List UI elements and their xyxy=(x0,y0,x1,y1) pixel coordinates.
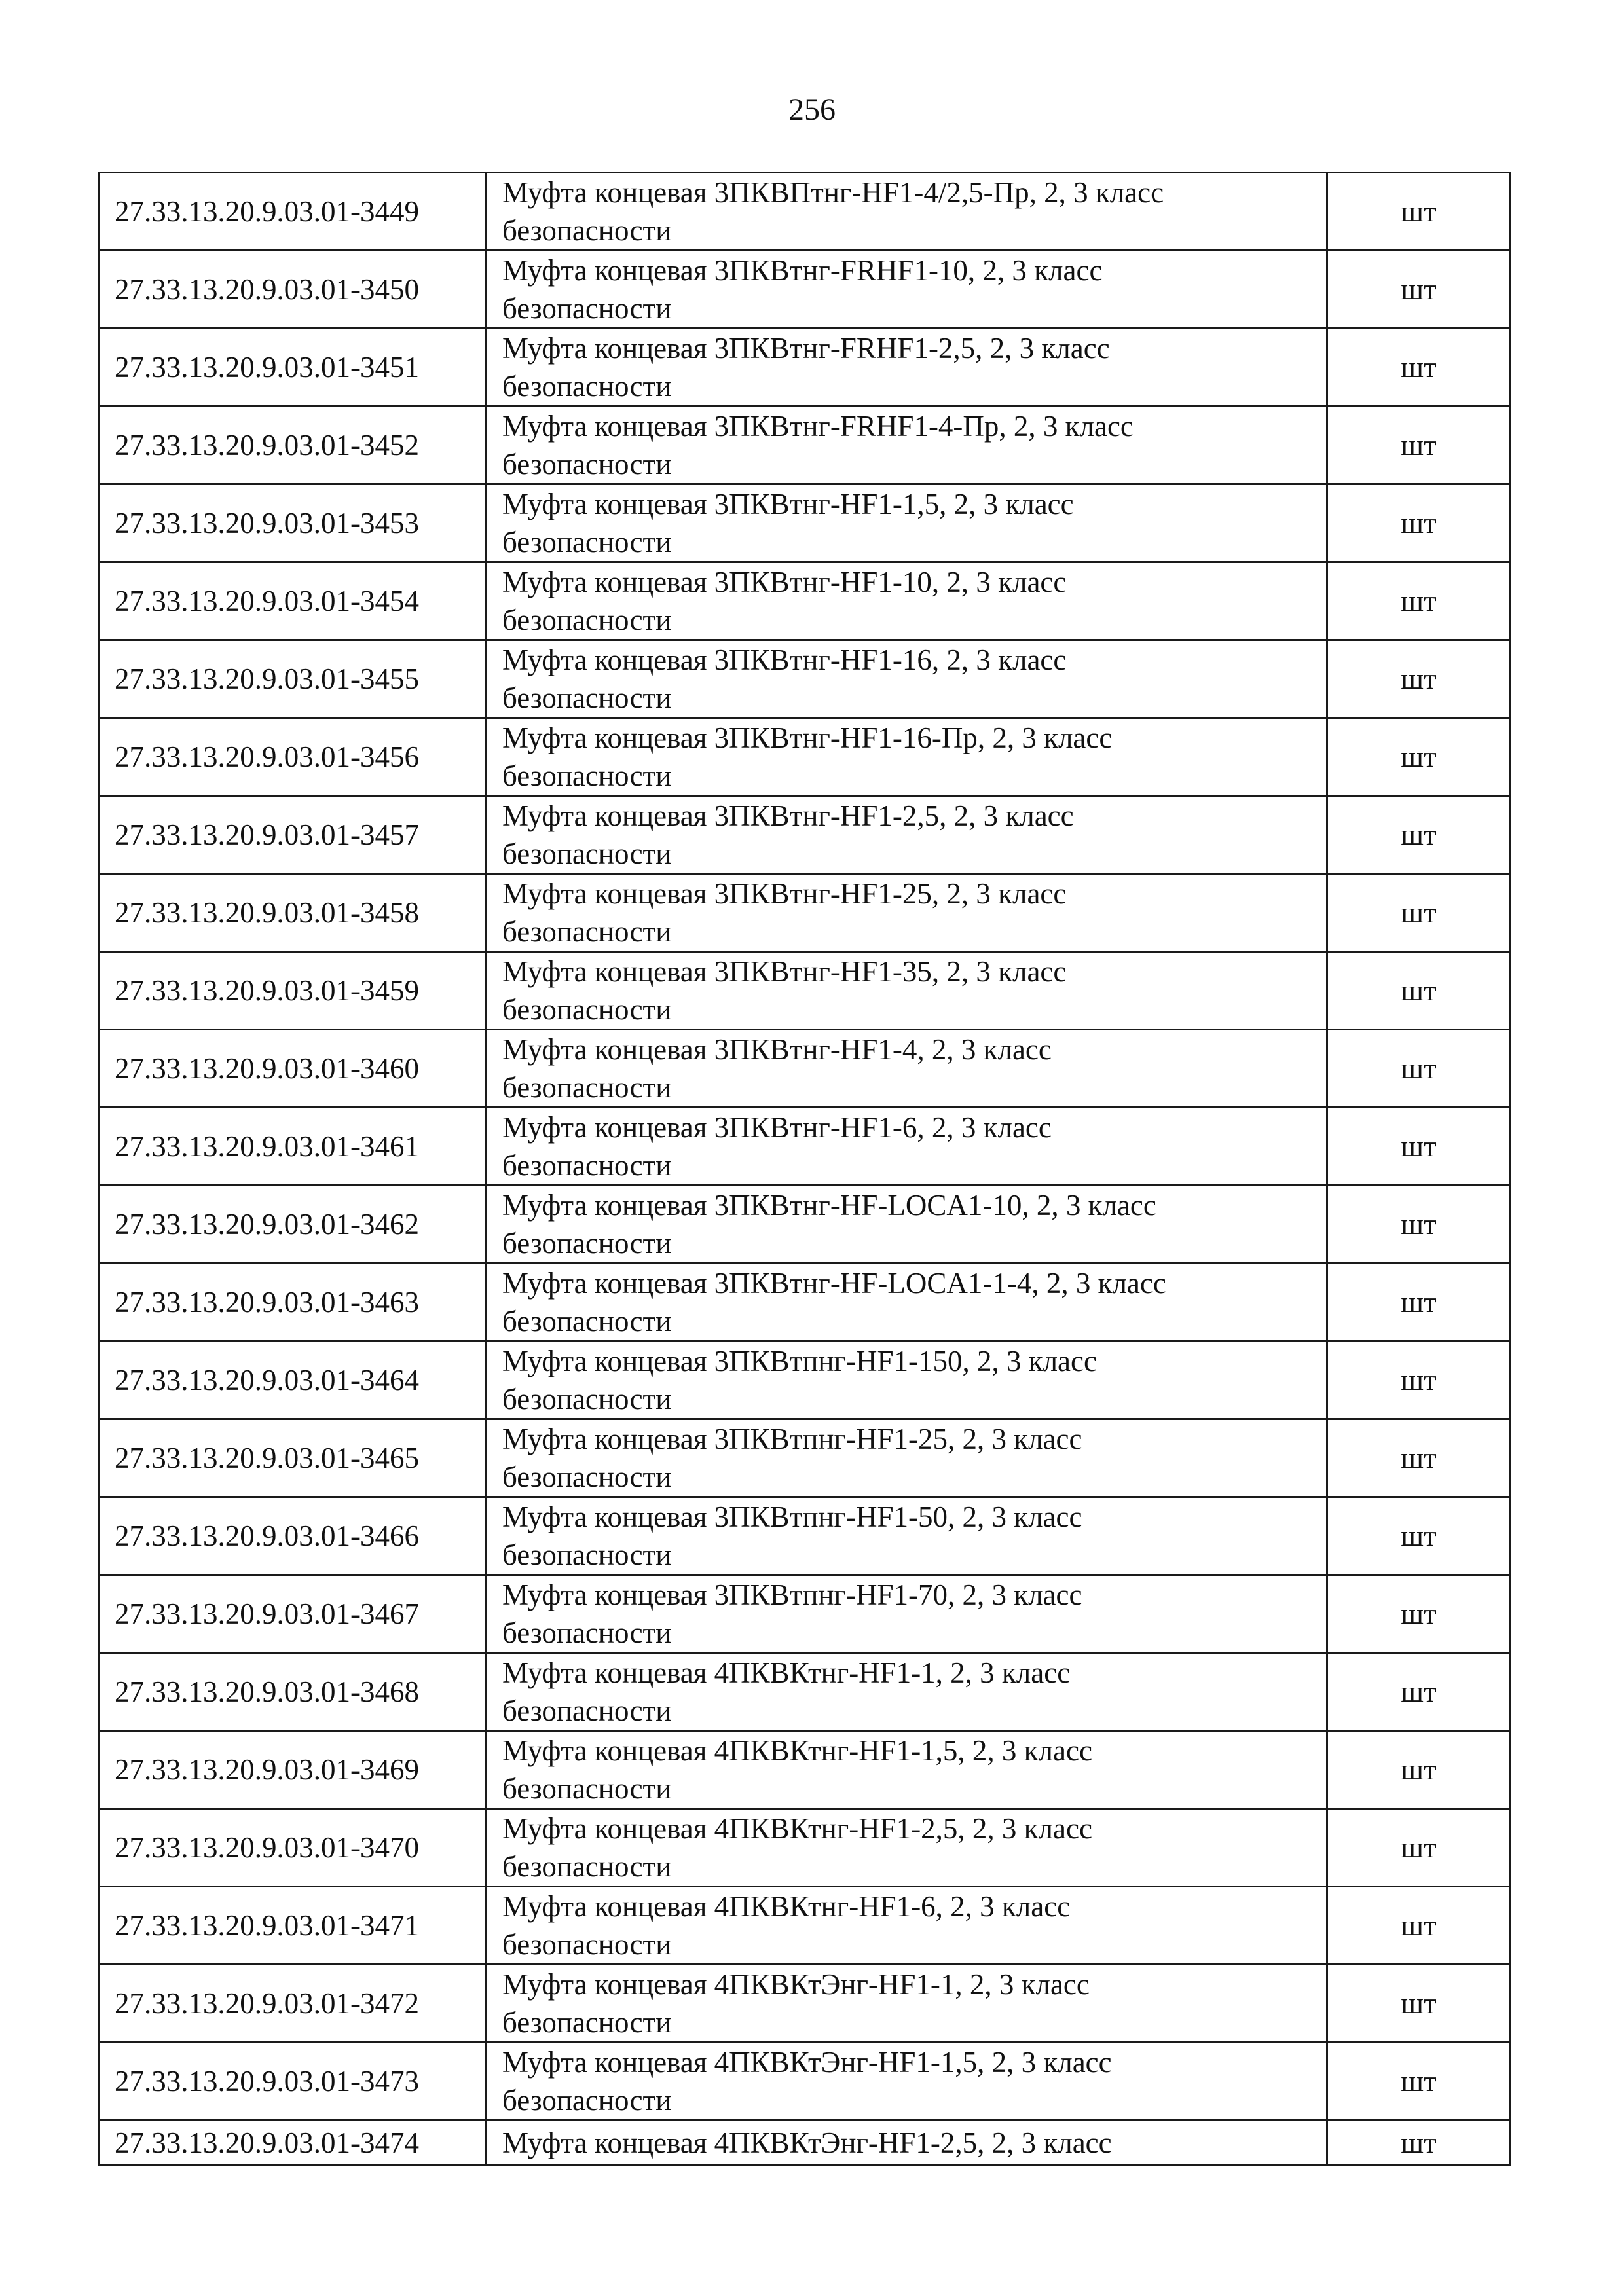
table-row xyxy=(100,1653,1511,1731)
item-code: 27.33.13.20.9.03.01-3465 xyxy=(100,1419,486,1497)
item-unit: шт xyxy=(1327,1186,1511,1264)
item-name-line: Муфта концевая 3ПКВтпнг-HF1-70, 2, 3 класс xyxy=(502,1578,1082,1611)
item-unit: шт xyxy=(1327,874,1511,952)
item-code: 27.33.13.20.9.03.01-3468 xyxy=(100,1653,486,1731)
item-code: 27.33.13.20.9.03.01-3469 xyxy=(100,1731,486,1809)
item-name-line: безопасности xyxy=(502,1772,672,1805)
item-code: 27.33.13.20.9.03.01-3461 xyxy=(100,1108,486,1186)
table-row xyxy=(100,251,1511,329)
item-code: 27.33.13.20.9.03.01-3462 xyxy=(100,1186,486,1264)
item-name xyxy=(486,796,1327,874)
item-name-line: безопасности xyxy=(502,1850,672,1883)
item-unit: шт xyxy=(1327,952,1511,1030)
item-name-line: Муфта концевая 3ПКВПтнг-HF1-4/2,5-Пр, 2, 3 класс xyxy=(502,176,1164,209)
item-name-line: безопасности xyxy=(502,604,672,636)
item-code: 27.33.13.20.9.03.01-3472 xyxy=(100,1965,486,2043)
item-name xyxy=(486,407,1327,484)
table-row xyxy=(100,1965,1511,2043)
item-name xyxy=(486,952,1327,1030)
item-name xyxy=(486,874,1327,952)
table-row xyxy=(100,1809,1511,1887)
item-name-line: Муфта концевая 3ПКВтнг-FRHF1-10, 2, 3 класс xyxy=(502,254,1103,287)
item-unit: шт xyxy=(1327,1809,1511,1887)
table-row xyxy=(100,640,1511,718)
item-name xyxy=(486,640,1327,718)
item-name xyxy=(486,1264,1327,1341)
item-name xyxy=(486,562,1327,640)
item-name-line: Муфта концевая 3ПКВтнг-HF1-25, 2, 3 класс xyxy=(502,877,1067,910)
item-name-line: Муфта концевая 3ПКВтнг-HF1-1,5, 2, 3 класс xyxy=(502,488,1074,520)
item-code: 27.33.13.20.9.03.01-3455 xyxy=(100,640,486,718)
item-code: 27.33.13.20.9.03.01-3449 xyxy=(100,173,486,251)
items-table-body xyxy=(100,173,1511,2165)
item-name-line: Муфта концевая 3ПКВтпнг-HF1-150, 2, 3 класс xyxy=(502,1345,1097,1377)
table-row xyxy=(100,718,1511,796)
item-name-line: Муфта концевая 4ПКВКтЭнг-HF1-2,5, 2, 3 класс xyxy=(502,2126,1112,2159)
item-code: 27.33.13.20.9.03.01-3463 xyxy=(100,1264,486,1341)
table-row xyxy=(100,1030,1511,1108)
item-name-line: безопасности xyxy=(502,1149,672,1182)
item-name-line: Муфта концевая 3ПКВтнг-HF1-35, 2, 3 класс xyxy=(502,955,1067,988)
table-row xyxy=(100,1264,1511,1341)
item-name-line: безопасности xyxy=(502,1539,672,1571)
table-row xyxy=(100,1186,1511,1264)
item-name-line: безопасности xyxy=(502,292,672,325)
item-name-line: безопасности xyxy=(502,526,672,558)
table-row xyxy=(100,1887,1511,1965)
item-name xyxy=(486,1653,1327,1731)
item-name-line: безопасности xyxy=(502,1694,672,1727)
item-name-line: Муфта концевая 3ПКВтнг-HF1-2,5, 2, 3 класс xyxy=(502,799,1074,832)
item-unit: шт xyxy=(1327,1887,1511,1965)
table-row xyxy=(100,1419,1511,1497)
item-name xyxy=(486,1497,1327,1575)
table-row xyxy=(100,173,1511,251)
item-name-line: Муфта концевая 4ПКВКтнг-HF1-6, 2, 3 класс xyxy=(502,1890,1071,1923)
item-name-line: Муфта концевая 3ПКВтнг-HF1-10, 2, 3 класс xyxy=(502,566,1067,598)
table-row xyxy=(100,329,1511,407)
item-code: 27.33.13.20.9.03.01-3452 xyxy=(100,407,486,484)
item-unit: шт xyxy=(1327,1575,1511,1653)
item-name xyxy=(486,1341,1327,1419)
table-row xyxy=(100,562,1511,640)
item-unit: шт xyxy=(1327,1497,1511,1575)
item-name xyxy=(486,1186,1327,1264)
item-name-line: безопасности xyxy=(502,1305,672,1338)
item-unit: шт xyxy=(1327,796,1511,874)
item-unit: шт xyxy=(1327,718,1511,796)
item-code: 27.33.13.20.9.03.01-3474 xyxy=(100,2121,486,2165)
item-name xyxy=(486,173,1327,251)
table-row xyxy=(100,796,1511,874)
table-row xyxy=(100,1108,1511,1186)
table-row xyxy=(100,484,1511,562)
item-unit: шт xyxy=(1327,1965,1511,2043)
table-row xyxy=(100,407,1511,484)
item-name-line: безопасности xyxy=(502,759,672,792)
item-unit: шт xyxy=(1327,1108,1511,1186)
item-unit: шт xyxy=(1327,173,1511,251)
item-name xyxy=(486,2121,1327,2165)
item-unit: шт xyxy=(1327,1731,1511,1809)
item-name-line: безопасности xyxy=(502,682,672,714)
item-name-line: Муфта концевая 3ПКВтнг-FRHF1-4-Пр, 2, 3 класс xyxy=(502,410,1134,443)
item-name-line: Муфта концевая 3ПКВтнг-HF-LOCA1-1-4, 2, 3 класс xyxy=(502,1267,1166,1300)
table-row xyxy=(100,1575,1511,1653)
item-name xyxy=(486,1108,1327,1186)
item-name-line: безопасности xyxy=(502,370,672,403)
item-name-line: Муфта концевая 3ПКВтнг-HF1-6, 2, 3 класс xyxy=(502,1111,1052,1144)
item-code: 27.33.13.20.9.03.01-3456 xyxy=(100,718,486,796)
item-name xyxy=(486,329,1327,407)
item-name-line: Муфта концевая 3ПКВтнг-HF1-4, 2, 3 класс xyxy=(502,1033,1052,1066)
item-code: 27.33.13.20.9.03.01-3460 xyxy=(100,1030,486,1108)
item-name-line: безопасности xyxy=(502,448,672,481)
item-unit: шт xyxy=(1327,1419,1511,1497)
item-name xyxy=(486,1575,1327,1653)
item-code: 27.33.13.20.9.03.01-3459 xyxy=(100,952,486,1030)
item-code: 27.33.13.20.9.03.01-3466 xyxy=(100,1497,486,1575)
item-name-line: Муфта концевая 4ПКВКтнг-HF1-1, 2, 3 класс xyxy=(502,1656,1071,1689)
item-name-line: безопасности xyxy=(502,837,672,870)
table-row xyxy=(100,1497,1511,1575)
item-name-line: Муфта концевая 4ПКВКтнг-HF1-1,5, 2, 3 класс xyxy=(502,1734,1092,1767)
item-name xyxy=(486,1731,1327,1809)
item-code: 27.33.13.20.9.03.01-3467 xyxy=(100,1575,486,1653)
table-row xyxy=(100,2043,1511,2121)
item-name-line: безопасности xyxy=(502,214,672,247)
table-row xyxy=(100,874,1511,952)
item-name-line: Муфта концевая 3ПКВтнг-FRHF1-2,5, 2, 3 класс xyxy=(502,332,1110,365)
item-unit: шт xyxy=(1327,562,1511,640)
item-name-line: безопасности xyxy=(502,1461,672,1493)
table-row xyxy=(100,1341,1511,1419)
item-name xyxy=(486,1030,1327,1108)
item-name-line: Муфта концевая 3ПКВтнг-HF1-16-Пр, 2, 3 класс xyxy=(502,721,1113,754)
item-code: 27.33.13.20.9.03.01-3453 xyxy=(100,484,486,562)
item-name xyxy=(486,2043,1327,2121)
item-name-line: Муфта концевая 4ПКВКтЭнг-HF1-1,5, 2, 3 класс xyxy=(502,2046,1112,2079)
item-unit: шт xyxy=(1327,2043,1511,2121)
table-row xyxy=(100,2121,1511,2165)
item-name-line: безопасности xyxy=(502,1383,672,1415)
item-name xyxy=(486,484,1327,562)
table-row xyxy=(100,952,1511,1030)
item-unit: шт xyxy=(1327,1341,1511,1419)
item-name-line: безопасности xyxy=(502,2084,672,2117)
item-code: 27.33.13.20.9.03.01-3454 xyxy=(100,562,486,640)
item-code: 27.33.13.20.9.03.01-3450 xyxy=(100,251,486,329)
item-name-line: безопасности xyxy=(502,993,672,1026)
item-name-line: Муфта концевая 4ПКВКтЭнг-HF1-1, 2, 3 класс xyxy=(502,1968,1090,2001)
item-unit: шт xyxy=(1327,1653,1511,1731)
item-unit: шт xyxy=(1327,640,1511,718)
item-name xyxy=(486,1419,1327,1497)
item-code: 27.33.13.20.9.03.01-3464 xyxy=(100,1341,486,1419)
item-name-line: безопасности xyxy=(502,2006,672,2039)
item-name-line: Муфта концевая 3ПКВтнг-HF-LOCA1-10, 2, 3 класс xyxy=(502,1189,1156,1222)
item-name xyxy=(486,251,1327,329)
table-row xyxy=(100,1731,1511,1809)
item-code: 27.33.13.20.9.03.01-3458 xyxy=(100,874,486,952)
item-name xyxy=(486,718,1327,796)
item-name xyxy=(486,1965,1327,2043)
item-unit: шт xyxy=(1327,484,1511,562)
item-name xyxy=(486,1809,1327,1887)
item-name-line: Муфта концевая 3ПКВтпнг-HF1-50, 2, 3 класс xyxy=(502,1501,1082,1533)
item-code: 27.33.13.20.9.03.01-3457 xyxy=(100,796,486,874)
page-number: 256 xyxy=(788,92,836,127)
item-name-line: Муфта концевая 4ПКВКтнг-HF1-2,5, 2, 3 класс xyxy=(502,1812,1092,1845)
item-name-line: безопасности xyxy=(502,1227,672,1260)
item-code: 27.33.13.20.9.03.01-3470 xyxy=(100,1809,486,1887)
item-name-line: безопасности xyxy=(502,1928,672,1961)
item-name-line: Муфта концевая 3ПКВтпнг-HF1-25, 2, 3 класс xyxy=(502,1423,1082,1455)
item-unit: шт xyxy=(1327,251,1511,329)
item-unit: шт xyxy=(1327,2121,1511,2165)
items-table xyxy=(98,172,1511,2166)
item-unit: шт xyxy=(1327,329,1511,407)
item-name-line: безопасности xyxy=(502,1616,672,1649)
item-code: 27.33.13.20.9.03.01-3473 xyxy=(100,2043,486,2121)
item-name-line: безопасности xyxy=(502,1071,672,1104)
item-name-line: Муфта концевая 3ПКВтнг-HF1-16, 2, 3 класс xyxy=(502,644,1067,676)
item-name xyxy=(486,1887,1327,1965)
item-code: 27.33.13.20.9.03.01-3451 xyxy=(100,329,486,407)
item-unit: шт xyxy=(1327,1264,1511,1341)
item-unit: шт xyxy=(1327,1030,1511,1108)
item-unit: шт xyxy=(1327,407,1511,484)
item-name-line: безопасности xyxy=(502,915,672,948)
item-code: 27.33.13.20.9.03.01-3471 xyxy=(100,1887,486,1965)
